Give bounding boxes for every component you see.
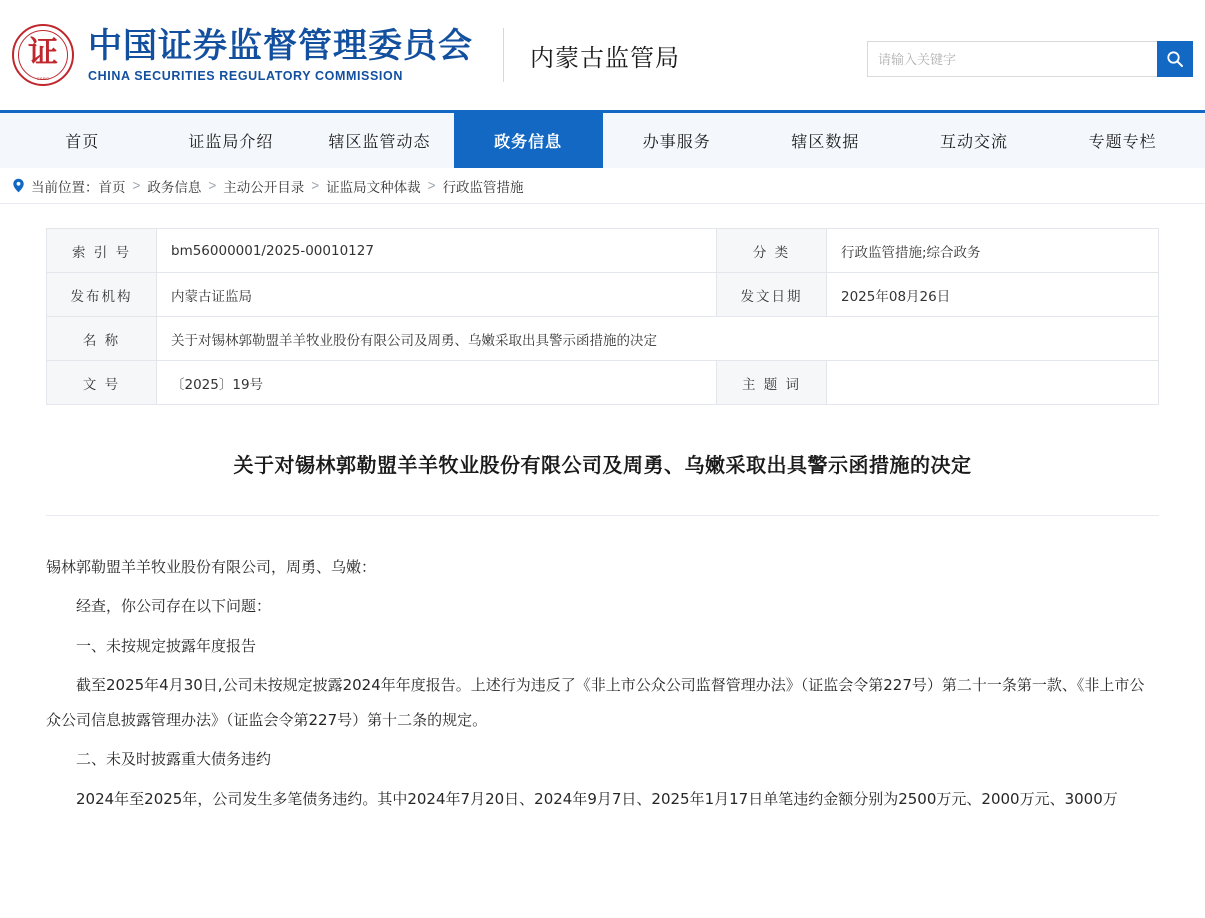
breadcrumb-separator: > [208,178,217,193]
document-paragraph: 经查，你公司存在以下问题： [76,597,272,616]
meta-label-publish-date: 发文日期 [717,273,827,317]
search-box [867,41,1193,77]
meta-label-name: 名 称 [47,317,157,361]
main-navigation [0,110,1205,168]
meta-label-docnum: 文 号 [47,361,157,405]
search-button[interactable] [1157,41,1193,77]
emblem-glyph: 证 [28,35,58,71]
site-title-block [88,27,473,82]
breadcrumb-item-4[interactable]: 证监局文种体裁 [326,179,421,195]
breadcrumb-label: 当前位置： [31,179,99,195]
meta-value-category: 行政监管措施;综合政务 [827,229,1159,273]
meta-value-docnum: 〔2025〕19号 [157,361,717,405]
document-title: 关于对锡林郭勒盟羊羊牧业股份有限公司及周勇、乌嫩采取出具警示函措施的决定 [46,449,1159,516]
meta-value-subject [827,361,1159,405]
nav-item-intro[interactable]: 证监局介绍 [188,132,274,151]
meta-value-publisher: 内蒙古证监局 [157,273,717,317]
breadcrumb-item-3[interactable]: 主动公开目录 [223,179,305,195]
document-body [46,550,1159,817]
nav-item-district-data[interactable]: 辖区数据 [791,132,860,151]
breadcrumb-item-1[interactable]: 首页 [98,179,126,195]
nav-item-home[interactable]: 首页 [65,132,100,151]
breadcrumb-separator: > [427,178,436,193]
nav-list [8,113,1197,168]
table-row [47,317,1159,361]
header-divider [503,28,504,82]
org-title-cn: 中国证券监督管理委员会 [88,26,473,67]
meta-value-name: 关于对锡林郭勒盟羊羊牧业股份有限公司及周勇、乌嫩采取出具警示函措施的决定 [157,317,1159,361]
meta-label-index: 索 引 号 [47,229,157,273]
document-paragraph: 截至2025年4月30日,公司未按规定披露2024年年度报告。上述行为违反了《非上市公众公司监督管理办法》（证监会令第227号）第二十一条第一款、《非上市公众公司信息披露管理办法》（证监会令第227号）第十二条的规定。 [46,675,1145,729]
document-paragraph: 锡林郭勒盟羊羊牧业股份有限公司，周勇、乌嫩： [46,558,377,576]
nav-item-regulatory-news[interactable]: 辖区监管动态 [328,132,431,151]
nav-item-special-columns[interactable]: 专题专栏 [1088,132,1157,151]
nav-item-services[interactable]: 办事服务 [642,132,711,151]
table-row [47,273,1159,317]
document-paragraph: 一、未按规定披露年度报告 [76,636,257,655]
breadcrumb-item-2[interactable]: 政务信息 [147,179,202,195]
csrc-emblem-icon [12,24,74,86]
document-paragraph: 二、未及时披露重大债务违约 [76,750,272,769]
meta-label-category: 分 类 [717,229,827,273]
meta-label-subject: 主 题 词 [717,361,827,405]
search-icon [1166,50,1184,68]
table-row [47,361,1159,405]
nav-item-government-info[interactable]: 政务信息 [454,113,603,168]
meta-value-publish-date: 2025年08月26日 [827,273,1159,317]
site-header [0,0,1205,110]
meta-label-publisher: 发布机构 [47,273,157,317]
nav-item-interaction[interactable]: 互动交流 [940,132,1009,151]
org-title-en: CHINA SECURITIES REGULATORY COMMISSION [88,68,403,83]
table-row [47,229,1159,273]
bureau-name: 内蒙古监管局 [530,43,680,72]
breadcrumb-separator: > [311,178,320,193]
search-input[interactable] [867,41,1157,77]
site-logo [12,24,473,86]
meta-value-index: bm56000001/2025-00010127 [157,229,717,273]
document-paragraph: 2024年至2025年，公司发生多笔债务违约。其中2024年7月20日、2024年9月7日、2025年1月17日单笔违约金额分别为2500万元、2000万元、3000万 [76,789,1118,808]
emblem-base-text: CSRC [36,76,50,81]
breadcrumb-separator: > [132,178,141,193]
location-pin-icon [12,178,25,193]
breadcrumb-item-5[interactable]: 行政监管措施 [442,179,524,195]
main-content [0,204,1205,831]
breadcrumb [0,168,1205,204]
document-metadata-table [46,228,1159,405]
